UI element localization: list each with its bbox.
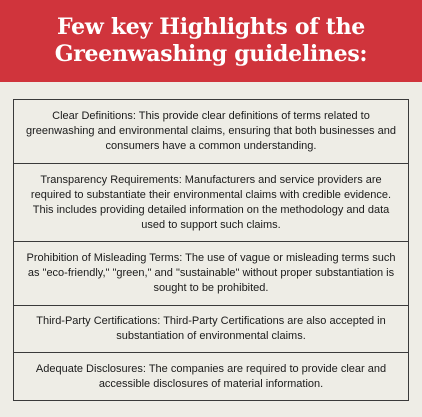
highlight-text: Transparency Requirements: Manufacturers and service providers are required to substantiate their environmental claims with credible evidence. This includes providing detailed information on the methodology and data used to support such claims.	[30, 173, 392, 231]
highlight-text: Adequate Disclosures: The companies are required to provide clear and accessible disclosures of material information.	[35, 362, 387, 390]
title-line-2: Greenwashing guidelines:	[54, 41, 368, 67]
highlight-text: Prohibition of Misleading Terms: The use of vague or misleading terms such as "eco-friendly," "green," and "sustainable" without proper substantiation is sought to be prohibited.	[26, 252, 396, 294]
highlight-card-adequate-disclosures	[13, 352, 409, 401]
highlight-card-clear-definitions	[13, 99, 409, 164]
page-title	[49, 14, 373, 68]
highlight-card-misleading-terms	[13, 241, 409, 306]
highlight-card-transparency-requirements	[13, 163, 409, 242]
highlight-text: Clear Definitions: This provide clear definitions of terms related to greenwashing and environmental claims, ensuring that both businesses and consumers have a common understanding.	[26, 110, 396, 152]
highlight-card-third-party-certifications	[13, 305, 409, 353]
highlight-text: Third-Party Certifications: Third-Party Certifications are also accepted in substantiation of environmental claims.	[36, 315, 386, 342]
title-banner	[0, 0, 422, 82]
title-line-1: Few key Highlights of the	[57, 14, 365, 40]
